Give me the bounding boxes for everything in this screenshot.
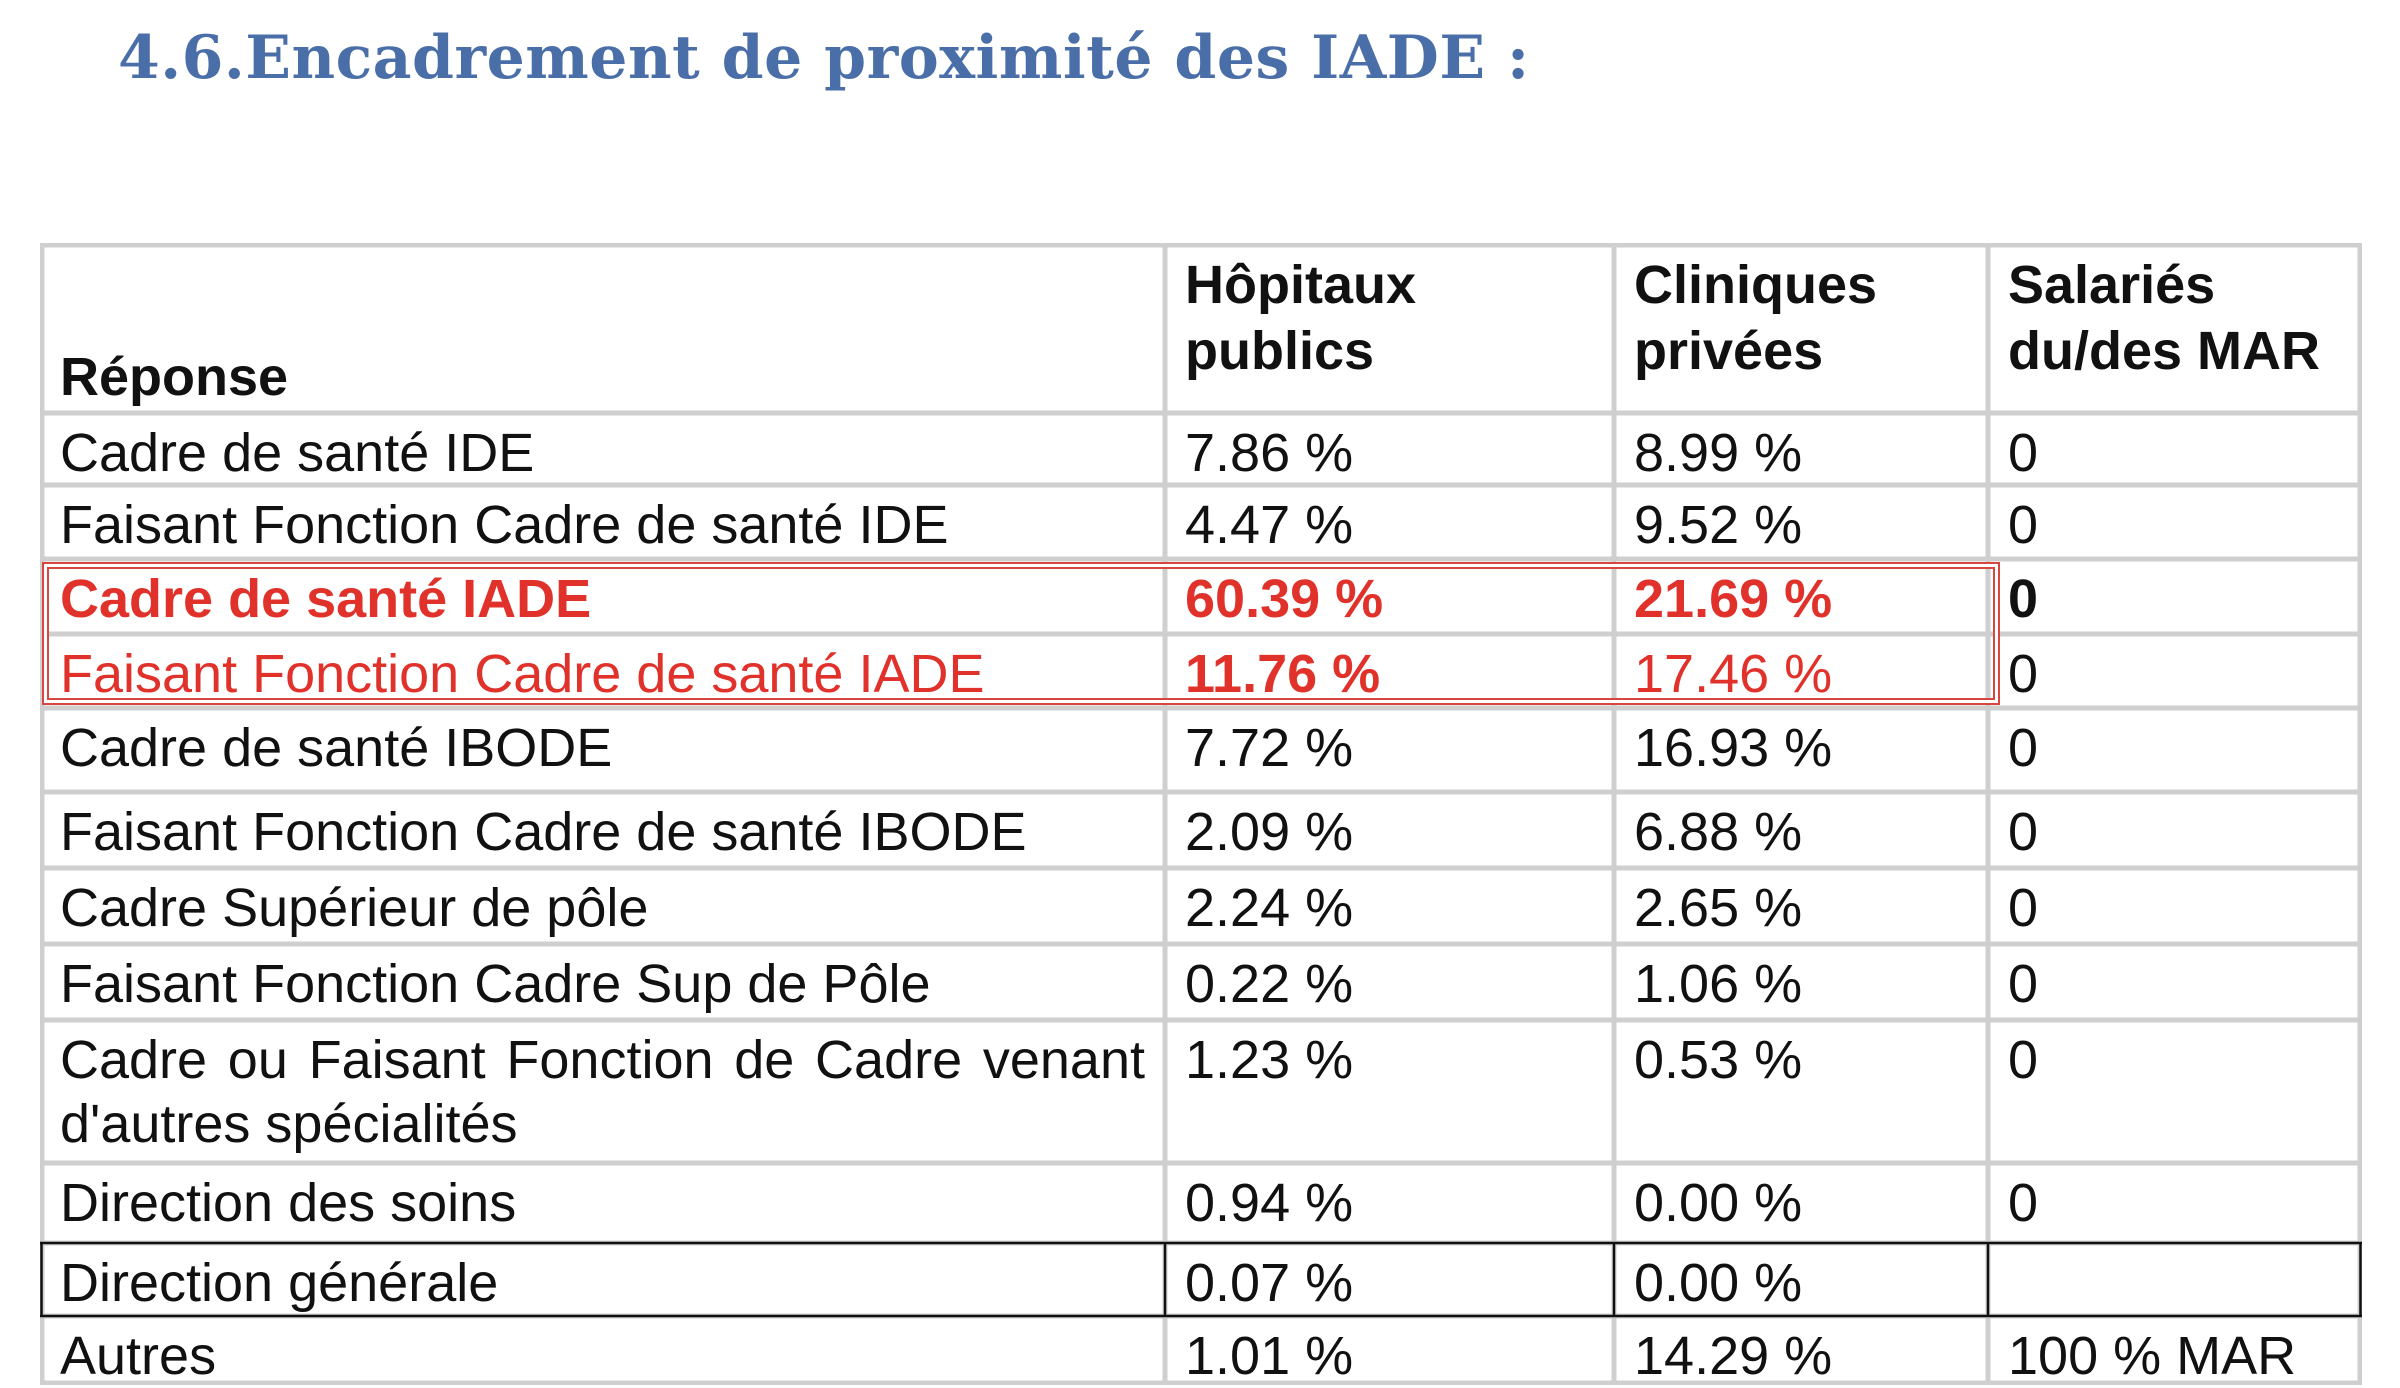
cell-reponse: Direction générale bbox=[60, 1253, 499, 1313]
cell-reponse: Cadre ou Faisant Fonction de Cadre venant d'autres spécialités bbox=[60, 1030, 1145, 1154]
header-cliniques-line1: Cliniques bbox=[1634, 255, 1878, 315]
header-salaries-line2: du/des MAR bbox=[2008, 321, 2321, 381]
cell-hopitaux: 2.24 % bbox=[1185, 878, 1354, 938]
header-cliniques-line2: privées bbox=[1634, 321, 1824, 381]
cell-salaries: 0 bbox=[2008, 495, 2039, 555]
cell-reponse: Faisant Fonction Cadre de santé IBODE bbox=[60, 802, 1027, 862]
cell-hopitaux: 0.07 % bbox=[1185, 1253, 1354, 1313]
cell-hopitaux: 11.76 % bbox=[1185, 644, 1381, 704]
cell-salaries: 0 bbox=[2008, 423, 2039, 483]
header-reponse: Réponse bbox=[60, 347, 289, 407]
cell-salaries: 0 bbox=[2008, 1173, 2039, 1233]
cell-reponse: Cadre de santé IDE bbox=[60, 423, 535, 483]
cell-salaries: 0 bbox=[2008, 954, 2039, 1014]
cell-cliniques: 0.53 % bbox=[1634, 1030, 1803, 1090]
cell-reponse: Faisant Fonction Cadre Sup de Pôle bbox=[60, 954, 931, 1014]
cell-reponse: Faisant Fonction Cadre de santé IADE bbox=[60, 644, 985, 704]
cell-reponse: Cadre Supérieur de pôle bbox=[60, 878, 649, 938]
cell-hopitaux: 4.47 % bbox=[1185, 495, 1354, 555]
cell-cliniques: 1.06 % bbox=[1634, 954, 1803, 1014]
cell-salaries: 0 bbox=[2008, 569, 2039, 629]
cell-salaries: 0 bbox=[2008, 802, 2039, 862]
section-title: 4.6.Encadrement de proximité des IADE : bbox=[118, 23, 1530, 93]
cell-hopitaux: 0.94 % bbox=[1185, 1173, 1354, 1233]
cell-hopitaux: 7.72 % bbox=[1185, 718, 1354, 778]
cell-hopitaux: 0.22 % bbox=[1185, 954, 1354, 1014]
cell-cliniques: 17.46 % bbox=[1634, 644, 1833, 704]
cell-salaries: 100 % MAR bbox=[2008, 1326, 2297, 1386]
cell-salaries: 0 bbox=[2008, 644, 2039, 704]
cell-cliniques: 6.88 % bbox=[1634, 802, 1803, 862]
cell-hopitaux: 7.86 % bbox=[1185, 423, 1354, 483]
supervision-table bbox=[40, 243, 2362, 1385]
cell-hopitaux: 60.39 % bbox=[1185, 569, 1384, 629]
cell-cliniques: 16.93 % bbox=[1634, 718, 1833, 778]
cell-cliniques: 2.65 % bbox=[1634, 878, 1803, 938]
cell-cliniques: 9.52 % bbox=[1634, 495, 1803, 555]
cell-cliniques: 14.29 % bbox=[1634, 1326, 1833, 1386]
cell-hopitaux: 2.09 % bbox=[1185, 802, 1354, 862]
cell-reponse: Direction des soins bbox=[60, 1173, 517, 1233]
header-salaries-line1: Salariés bbox=[2008, 255, 2216, 315]
cell-reponse: Faisant Fonction Cadre de santé IDE bbox=[60, 495, 949, 555]
cell-reponse: Cadre de santé IBODE bbox=[60, 718, 613, 778]
cell-cliniques: 0.00 % bbox=[1634, 1253, 1803, 1313]
cell-salaries: 0 bbox=[2008, 718, 2039, 778]
cell-hopitaux: 1.23 % bbox=[1185, 1030, 1354, 1090]
cell-salaries: 0 bbox=[2008, 878, 2039, 938]
cell-reponse: Cadre de santé IADE bbox=[60, 569, 592, 629]
cell-salaries: 0 bbox=[2008, 1030, 2039, 1090]
cell-reponse: Autres bbox=[60, 1326, 217, 1386]
header-hopitaux-line2: publics bbox=[1185, 321, 1375, 381]
cell-hopitaux: 1.01 % bbox=[1185, 1326, 1354, 1386]
cell-cliniques: 0.00 % bbox=[1634, 1173, 1803, 1233]
cell-cliniques: 8.99 % bbox=[1634, 423, 1803, 483]
cell-cliniques: 21.69 % bbox=[1634, 569, 1833, 629]
header-hopitaux-line1: Hôpitaux bbox=[1185, 255, 1417, 315]
